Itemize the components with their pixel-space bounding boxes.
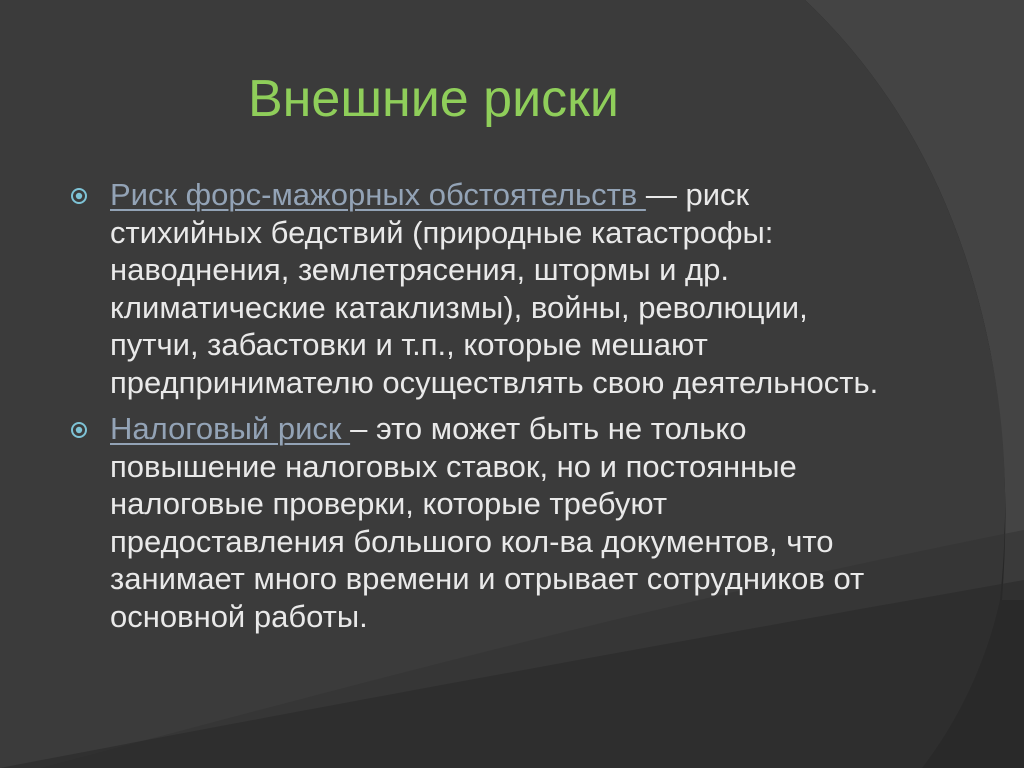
tax-risk-link[interactable]: Налоговый риск bbox=[110, 411, 351, 446]
slide-title: Внешние риски bbox=[248, 70, 619, 128]
force-majeure-risk-description: — риск стихийных бедствий (природные катастрофы: наводнения, землетрясения, штормы и др. климатические катаклизмы), войны, революции, путчи, забастовки и т.п., которые мешают предпринимателю осуществлять свою деятельность. bbox=[110, 177, 879, 400]
bullet-list bbox=[66, 176, 896, 644]
circled-dot-icon bbox=[70, 421, 88, 439]
circled-dot-icon bbox=[70, 187, 88, 205]
force-majeure-risk-link[interactable]: Риск форс-мажорных обстоятельств bbox=[110, 177, 646, 212]
bullet-item-force-majeure bbox=[66, 176, 896, 401]
tax-risk-description: – это может быть не только повышение налоговых ставок, но и постоянные налоговые проверки, которые требуют предоставления большого кол-ва документов, что занимает много времени и отрывает сотрудников от основной работы. bbox=[110, 411, 865, 634]
bullet-item-tax-risk bbox=[66, 410, 896, 635]
